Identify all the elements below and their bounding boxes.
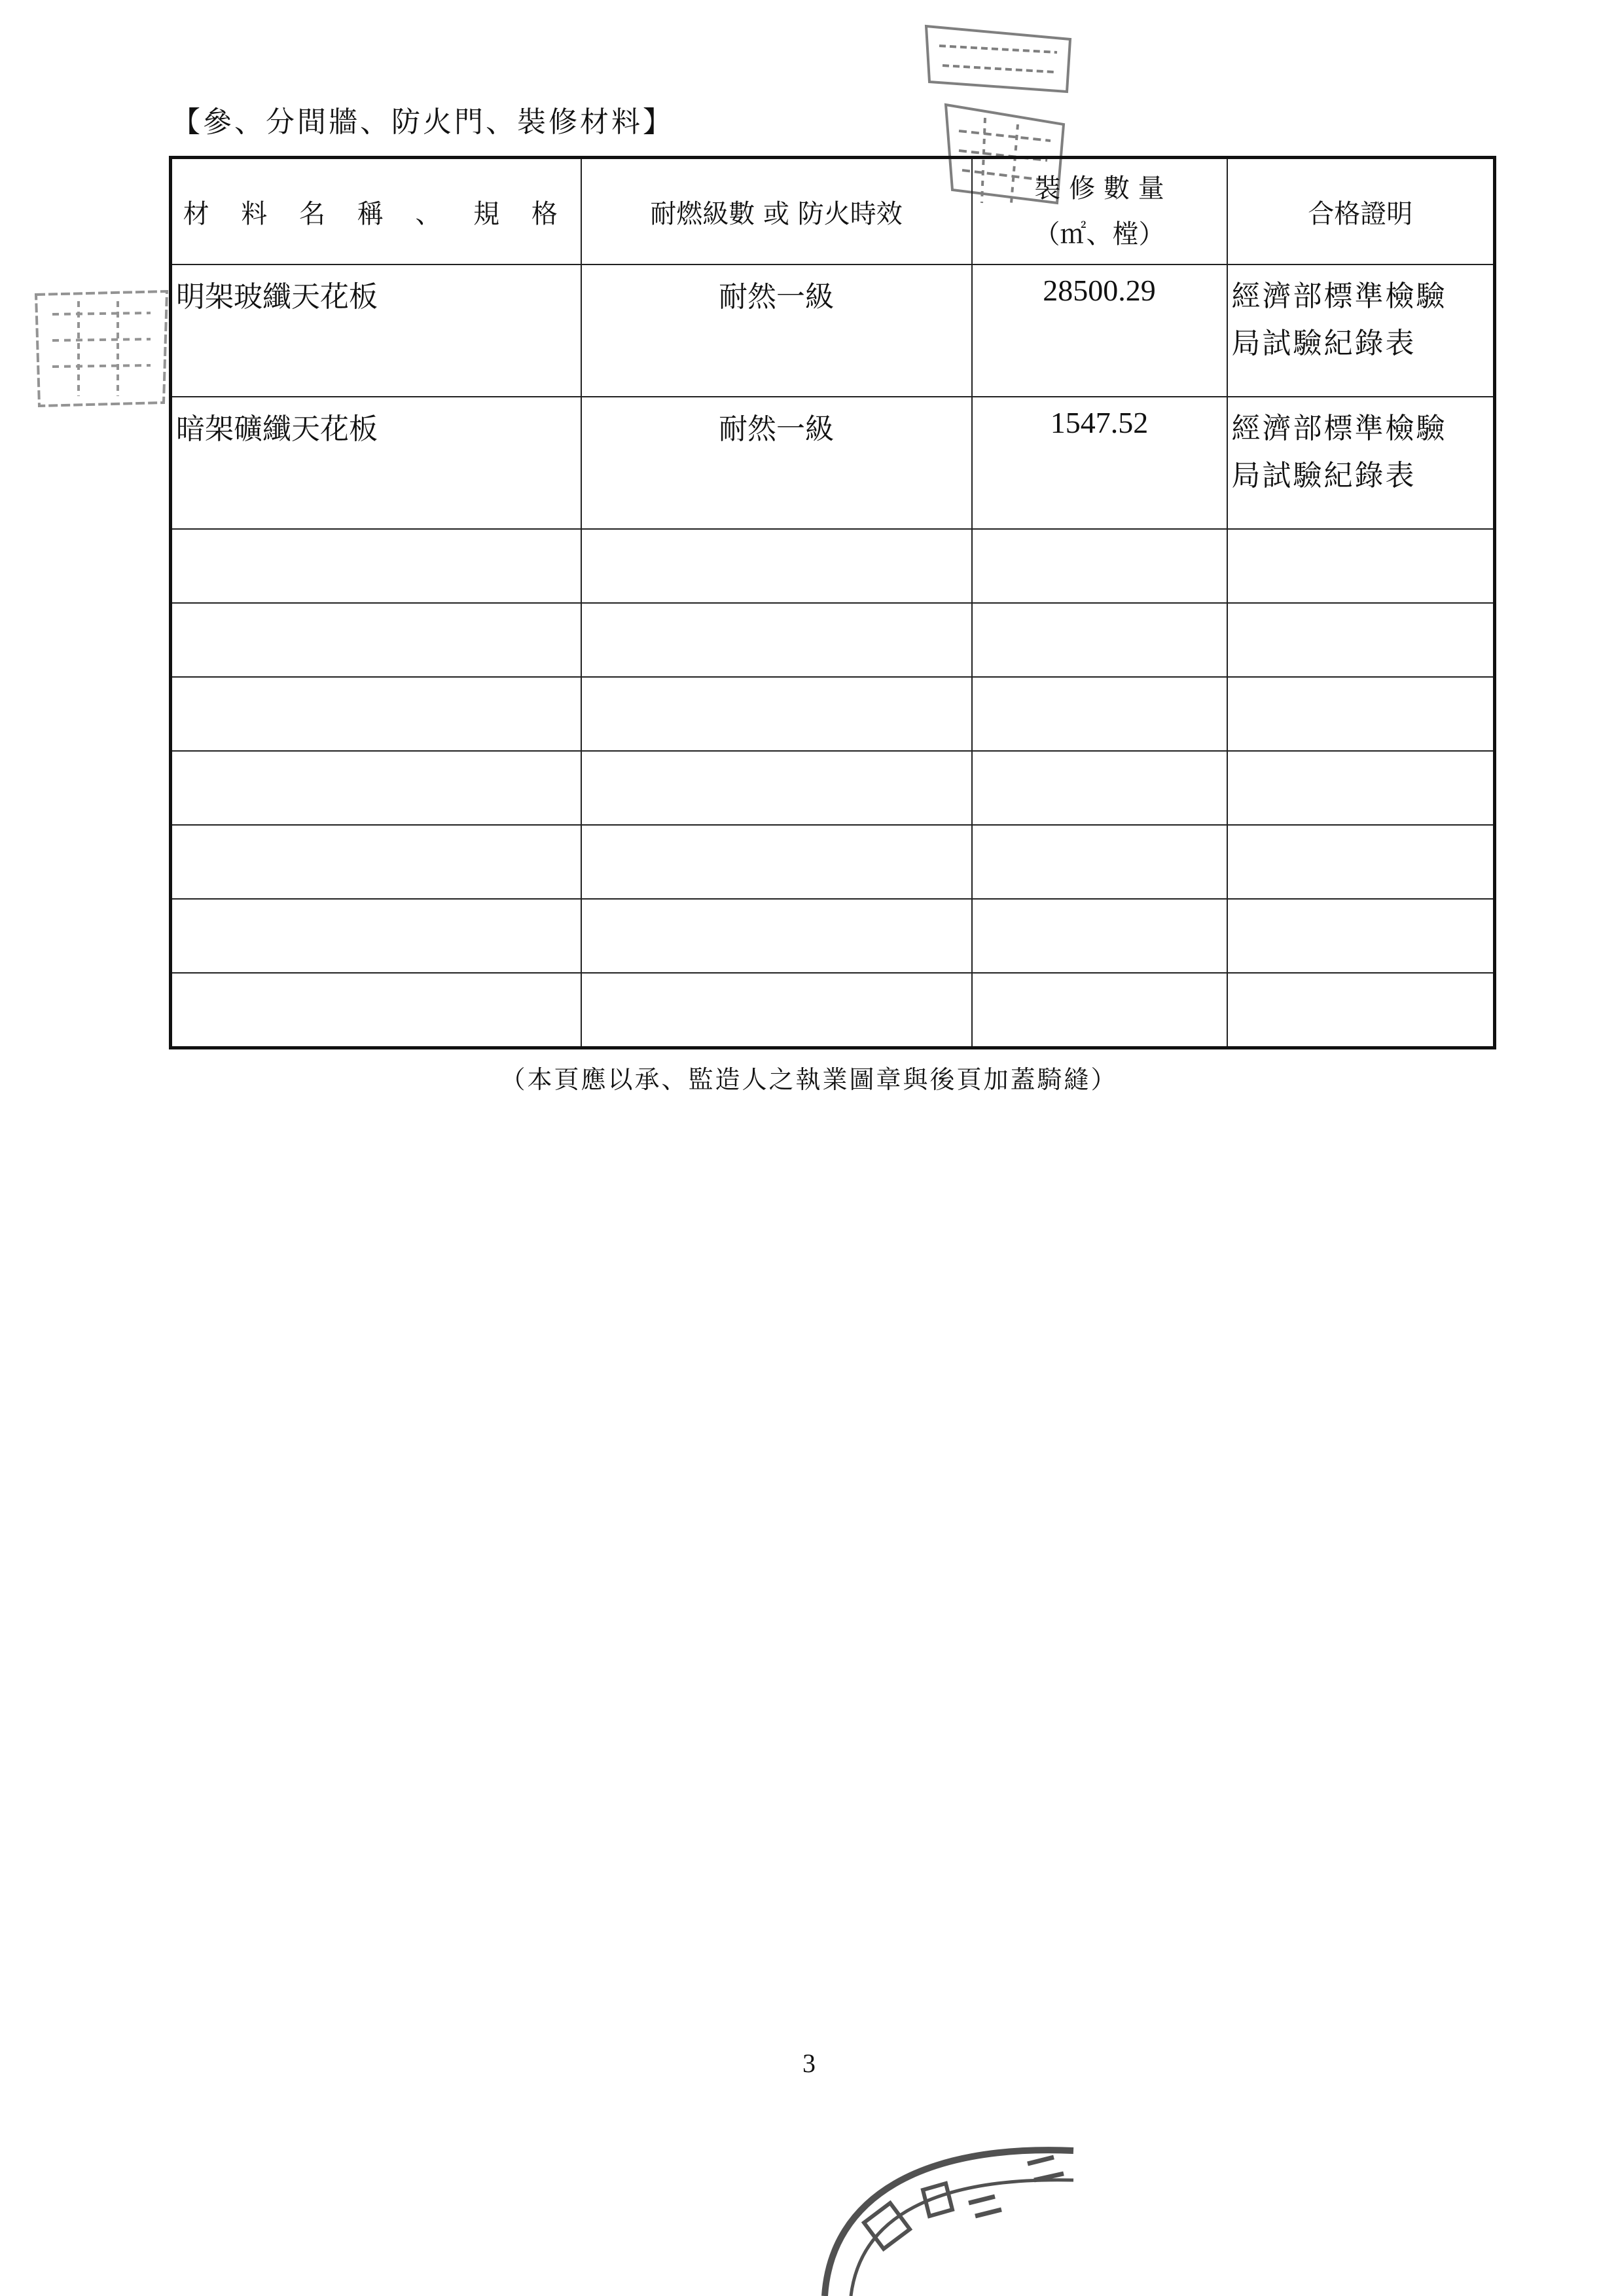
fire-rating-cell: 耐然一級 bbox=[581, 397, 972, 529]
empty-table-row bbox=[171, 973, 1495, 1048]
material-name-cell: 明架玻纖天花板 bbox=[171, 264, 581, 397]
empty-table-row bbox=[171, 899, 1495, 973]
certificate-cell bbox=[1227, 264, 1495, 397]
table-row bbox=[171, 397, 1495, 529]
materials-table bbox=[169, 156, 1496, 1049]
quantity-cell: 28500.29 bbox=[972, 264, 1227, 397]
empty-table-row bbox=[171, 751, 1495, 825]
empty-table-row bbox=[171, 677, 1495, 751]
empty-table-row bbox=[171, 825, 1495, 899]
empty-table-row bbox=[171, 603, 1495, 677]
quantity-cell: 1547.52 bbox=[972, 397, 1227, 529]
header-certificate: 合格證明 bbox=[1227, 158, 1495, 265]
fire-rating-cell: 耐然一級 bbox=[581, 264, 972, 397]
section-title: 【參、分間牆、防火門、裝修材料】 bbox=[171, 105, 674, 139]
header-material-name: 材 料 名 稱 、 規 格 bbox=[171, 158, 581, 265]
round-seal-stamp bbox=[812, 2118, 1087, 2296]
table-header-row bbox=[171, 158, 1495, 265]
certificate-line2: 局試驗紀錄表 bbox=[1231, 459, 1416, 492]
header-fire-rating: 耐燃級數 或 防火時效 bbox=[581, 158, 972, 265]
seal-note: （本頁應以承、監造人之執業圖章與後頁加蓋騎縫） bbox=[500, 1065, 1118, 1094]
certificate-cell bbox=[1227, 397, 1495, 529]
table-row bbox=[171, 264, 1495, 397]
certificate-line2: 局試驗紀錄表 bbox=[1231, 327, 1416, 360]
seal-stamp-left bbox=[33, 282, 170, 412]
empty-table-row bbox=[171, 529, 1495, 603]
certificate-line1: 經濟部標準檢驗 bbox=[1231, 412, 1447, 445]
material-name-cell: 暗架礦纖天花板 bbox=[171, 397, 581, 529]
header-quantity-line1: 裝 修 數 量 bbox=[1034, 173, 1164, 204]
certificate-line1: 經濟部標準檢驗 bbox=[1231, 280, 1447, 313]
page-number: 3 bbox=[802, 2049, 816, 2078]
header-quantity bbox=[972, 158, 1227, 265]
header-quantity-line2: （㎡、樘） bbox=[1034, 219, 1165, 249]
